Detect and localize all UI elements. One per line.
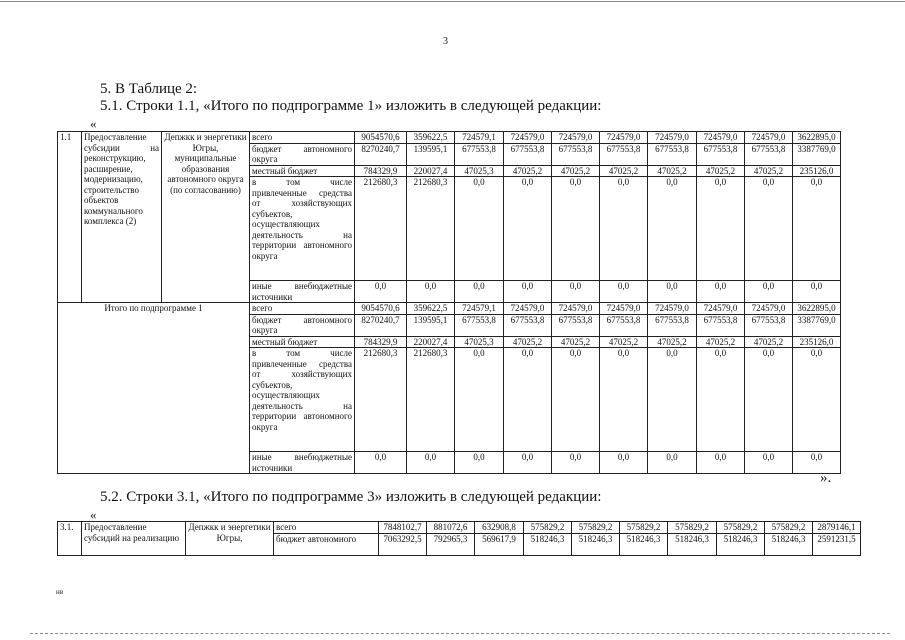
value-cell: 0,0 xyxy=(552,452,600,474)
value-cell: 47025,2 xyxy=(745,336,793,348)
close-quote: ». xyxy=(820,470,832,486)
open-quote-2: « xyxy=(90,507,97,522)
value-cell: 3622895,0 xyxy=(793,303,841,315)
value-cell: 212680,3 xyxy=(355,348,407,452)
value-cell: 724579,0 xyxy=(504,132,552,144)
executor-cell: Депжкк и энергетики Югры, xyxy=(186,522,274,556)
value-cell: 7063292,5 xyxy=(379,533,427,555)
value-cell: 2591231,5 xyxy=(813,533,861,555)
source-label: иные внебюджетные источники xyxy=(250,452,355,474)
value-cell: 724579,0 xyxy=(600,303,648,315)
value-cell: 0,0 xyxy=(648,348,697,452)
value-cell: 0,0 xyxy=(552,177,600,281)
table-row xyxy=(58,303,841,315)
value-cell: 0,0 xyxy=(552,281,600,303)
value-cell: 47025,2 xyxy=(697,165,745,177)
value-cell: 518246,3 xyxy=(572,533,620,555)
value-cell: 677553,8 xyxy=(648,143,697,165)
open-quote-1: « xyxy=(90,116,97,131)
value-cell: 2879146,1 xyxy=(813,522,861,534)
value-cell: 47025,3 xyxy=(455,165,504,177)
value-cell: 0,0 xyxy=(355,281,407,303)
value-cell: 518246,3 xyxy=(620,533,668,555)
value-cell: 220027,4 xyxy=(407,165,455,177)
value-cell: 0,0 xyxy=(355,452,407,474)
value-cell: 0,0 xyxy=(600,348,648,452)
value-cell: 575829,2 xyxy=(524,522,572,534)
value-cell: 677553,8 xyxy=(600,143,648,165)
value-cell: 569617,9 xyxy=(475,533,524,555)
source-label: всего xyxy=(274,522,379,534)
subsection-heading-5-1: 5.1. Строки 1.1, «Итого по подпрограмме 1» изложить в следующей редакции: xyxy=(100,98,602,114)
value-cell: 677553,8 xyxy=(697,314,745,336)
table-row xyxy=(58,132,841,144)
value-cell: 0,0 xyxy=(407,281,455,303)
source-label: местный бюджет xyxy=(250,336,355,348)
value-cell: 0,0 xyxy=(552,348,600,452)
value-cell: 724579,0 xyxy=(552,132,600,144)
value-cell: 47025,3 xyxy=(455,336,504,348)
bottom-border-line xyxy=(30,633,890,634)
value-cell: 677553,8 xyxy=(504,143,552,165)
value-cell: 47025,2 xyxy=(745,165,793,177)
signature-mark: нв xyxy=(56,588,64,596)
value-cell: 724579,0 xyxy=(648,303,697,315)
value-cell: 9054570,6 xyxy=(355,132,407,144)
value-cell: 724579,0 xyxy=(600,132,648,144)
value-cell: 677553,8 xyxy=(745,143,793,165)
value-cell: 724579,0 xyxy=(697,132,745,144)
value-cell: 47025,2 xyxy=(504,165,552,177)
value-cell: 0,0 xyxy=(745,348,793,452)
source-label: бюджет автономного округа xyxy=(250,314,355,336)
value-cell: 47025,2 xyxy=(600,165,648,177)
value-cell: 724579,0 xyxy=(552,303,600,315)
subsection-heading-5-2: 5.2. Строки 3.1, «Итого по подпрограмме 3» изложить в следующей редакции: xyxy=(100,489,602,505)
value-cell: 677553,8 xyxy=(648,314,697,336)
value-cell: 0,0 xyxy=(745,281,793,303)
value-cell: 3622895,0 xyxy=(793,132,841,144)
value-cell: 724579,0 xyxy=(745,132,793,144)
value-cell: 0,0 xyxy=(697,348,745,452)
value-cell: 724579,0 xyxy=(745,303,793,315)
value-cell: 677553,8 xyxy=(504,314,552,336)
value-cell: 0,0 xyxy=(793,281,841,303)
value-cell: 575829,2 xyxy=(572,522,620,534)
action-cell: Предоставление субсидий на реализацию xyxy=(82,522,186,556)
value-cell: 677553,8 xyxy=(455,143,504,165)
source-label: в том числе привлеченные средства от хозяйствующих субъектов, осуществляющих деятельность на территории автономного округа xyxy=(250,348,355,452)
value-cell: 0,0 xyxy=(504,177,552,281)
value-cell: 0,0 xyxy=(600,452,648,474)
source-label: бюджет автономного xyxy=(274,533,379,555)
value-cell: 0,0 xyxy=(504,348,552,452)
value-cell: 139595,1 xyxy=(407,143,455,165)
value-cell: 47025,2 xyxy=(552,336,600,348)
value-cell: 0,0 xyxy=(697,281,745,303)
value-cell: 575829,2 xyxy=(717,522,765,534)
value-cell: 575829,2 xyxy=(668,522,717,534)
value-cell: 212680,3 xyxy=(407,177,455,281)
value-cell: 518246,3 xyxy=(524,533,572,555)
value-cell: 0,0 xyxy=(504,452,552,474)
value-cell: 0,0 xyxy=(648,281,697,303)
action-cell: Предоставление субсидии на реконструкцию, расширение, модернизацию, строительство объектов коммунального комплекса (2) xyxy=(82,132,162,303)
value-cell: 47025,2 xyxy=(600,336,648,348)
source-label: иные внебюджетные источники xyxy=(250,281,355,303)
value-cell: 0,0 xyxy=(455,177,504,281)
page-number: 3 xyxy=(443,36,448,47)
value-cell: 0,0 xyxy=(697,452,745,474)
executor-cell: Депжкк и энергетики Югры, муниципальные образования автономного округа (по согласованию) xyxy=(162,132,250,303)
source-label: бюджет автономного округа xyxy=(250,143,355,165)
value-cell: 0,0 xyxy=(600,281,648,303)
value-cell: 518246,3 xyxy=(717,533,765,555)
value-cell: 792965,3 xyxy=(427,533,475,555)
subprogram-total-label: Итого по подпрограмме 1 xyxy=(58,303,250,474)
value-cell: 0,0 xyxy=(745,177,793,281)
value-cell: 0,0 xyxy=(793,177,841,281)
value-cell: 7848102,7 xyxy=(379,522,427,534)
value-cell: 518246,3 xyxy=(765,533,813,555)
value-cell: 212680,3 xyxy=(407,348,455,452)
value-cell: 220027,4 xyxy=(407,336,455,348)
value-cell: 632908,8 xyxy=(475,522,524,534)
row-number: 3.1. xyxy=(58,522,82,556)
value-cell: 0,0 xyxy=(600,177,648,281)
value-cell: 0,0 xyxy=(407,452,455,474)
source-label: всего xyxy=(250,303,355,315)
value-cell: 47025,2 xyxy=(697,336,745,348)
value-cell: 575829,2 xyxy=(620,522,668,534)
value-cell: 139595,1 xyxy=(407,314,455,336)
value-cell: 784329,9 xyxy=(355,165,407,177)
value-cell: 0,0 xyxy=(793,452,841,474)
source-label: в том числе привлеченные средства от хозяйствующих субъектов, осуществляющих деятельность на территории автономного округа xyxy=(250,177,355,281)
value-cell: 235126,0 xyxy=(793,336,841,348)
value-cell: 3387769,0 xyxy=(793,143,841,165)
value-cell: 359622,5 xyxy=(407,132,455,144)
table-2-rows-3-1 xyxy=(57,521,861,556)
value-cell: 724579,0 xyxy=(697,303,745,315)
value-cell: 677553,8 xyxy=(600,314,648,336)
source-label: всего xyxy=(250,132,355,144)
value-cell: 0,0 xyxy=(455,452,504,474)
value-cell: 724579,0 xyxy=(504,303,552,315)
value-cell: 3387769,0 xyxy=(793,314,841,336)
section-heading: 5. В Таблице 2: xyxy=(100,81,198,97)
value-cell: 518246,3 xyxy=(668,533,717,555)
value-cell: 881072,6 xyxy=(427,522,475,534)
value-cell: 212680,3 xyxy=(355,177,407,281)
value-cell: 8270240,7 xyxy=(355,314,407,336)
value-cell: 0,0 xyxy=(504,281,552,303)
value-cell: 47025,2 xyxy=(648,336,697,348)
value-cell: 9054570,6 xyxy=(355,303,407,315)
source-label: местный бюджет xyxy=(250,165,355,177)
value-cell: 677553,8 xyxy=(455,314,504,336)
value-cell: 0,0 xyxy=(697,177,745,281)
value-cell: 724579,1 xyxy=(455,132,504,144)
value-cell: 784329,9 xyxy=(355,336,407,348)
value-cell: 0,0 xyxy=(648,177,697,281)
value-cell: 0,0 xyxy=(648,452,697,474)
value-cell: 235126,0 xyxy=(793,165,841,177)
value-cell: 677553,8 xyxy=(552,143,600,165)
value-cell: 677553,8 xyxy=(697,143,745,165)
value-cell: 677553,8 xyxy=(552,314,600,336)
top-border-line xyxy=(0,1,905,2)
value-cell: 47025,2 xyxy=(552,165,600,177)
value-cell: 47025,2 xyxy=(648,165,697,177)
value-cell: 8270240,7 xyxy=(355,143,407,165)
value-cell: 724579,1 xyxy=(455,303,504,315)
value-cell: 724579,0 xyxy=(648,132,697,144)
table-row xyxy=(58,522,861,534)
row-number: 1.1 xyxy=(58,132,82,303)
value-cell: 677553,8 xyxy=(745,314,793,336)
value-cell: 0,0 xyxy=(455,281,504,303)
value-cell: 47025,2 xyxy=(504,336,552,348)
value-cell: 0,0 xyxy=(745,452,793,474)
value-cell: 0,0 xyxy=(793,348,841,452)
value-cell: 575829,2 xyxy=(765,522,813,534)
value-cell: 359622,5 xyxy=(407,303,455,315)
table-2-rows-1-1 xyxy=(57,131,841,474)
value-cell: 0,0 xyxy=(455,348,504,452)
